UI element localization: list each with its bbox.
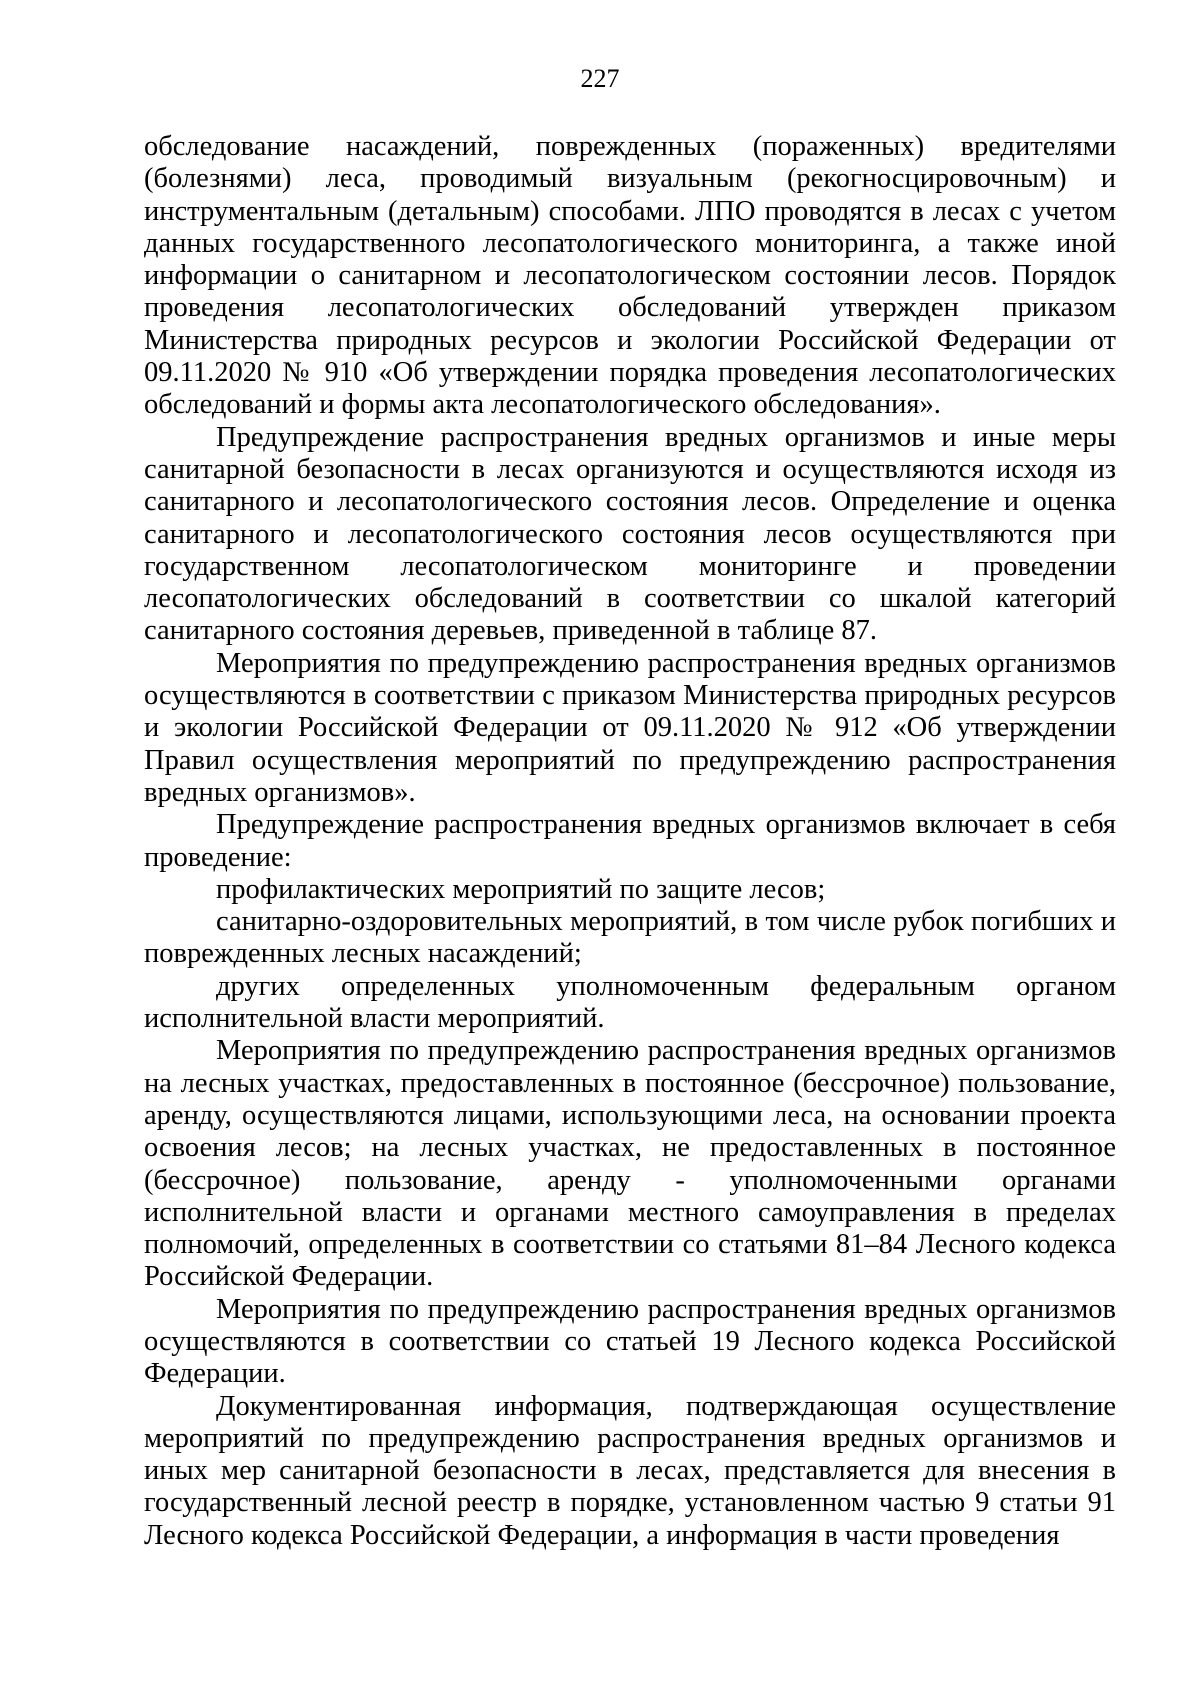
paragraph-5: Мероприятия по предупреждению распространения вредных организмов на лесных участках, предоставленных в постоянное (бессрочное) пользование, аренду, осуществляются лицами, использующими леса, на основании проекта освоения лесов; на лесных участках, не предоставленных в постоянное (бессрочное) пользование, аренду - уполномоченными органами исполнительной власти и органами местного самоуправления в пределах полномочий, определенных в соответствии со статьями 81–84 Лесного кодекса Российской Федерации. xyxy=(144,1035,1116,1293)
list-item-3: других определенных уполномоченным федеральным органом исполнительной власти мероприятий. xyxy=(144,970,1116,1035)
list-item-1: профилактических мероприятий по защите лесов; xyxy=(216,873,826,905)
document-body xyxy=(144,131,1116,1552)
paragraph-1: обследование насаждений, поврежденных (пораженных) вредителями (болезнями) леса, проводимый визуальным (рекогносцировочным) и инструментальным (детальным) способами. ЛПО проводятся в лесах с учетом данных государственного лесопатологического мониторинга, а также иной информации о санитарном и лесопатологическом состоянии лесов. Порядок проведения лесопатологических обследований утвержден приказом Министерства природных ресурсов и экологии Российской Федерации от 09.11.2020 № 910 «Об утверждении порядка проведения лесопатологических обследований и формы акта лесопатологического обследования». xyxy=(144,131,1116,421)
paragraph-2: Предупреждение распространения вредных организмов и иные меры санитарной безопасности в лесах организуются и осуществляются исходя из санитарного и лесопатологического состояния лесов. Определение и оценка санитарного и лесопатологического состояния лесов осуществляются при государственном лесопатологическом мониторинге и проведении лесопатологических обследований в соответствии со шкалой категорий санитарного состояния деревьев, приведенной в таблице 87. xyxy=(144,421,1116,647)
page-number: 227 xyxy=(580,64,620,93)
paragraph-6: Мероприятия по предупреждению распространения вредных организмов осуществляются в соответствии со статьей 19 Лесного кодекса Российской Федерации. xyxy=(144,1293,1116,1390)
list-item-2: санитарно-оздоровительных мероприятий, в том числе рубок погибших и поврежденных лесных насаждений; xyxy=(144,906,1116,970)
paragraph-3: Мероприятия по предупреждению распространения вредных организмов осуществляются в соответствии с приказом Министерства природных ресурсов и экологии Российской Федерации от 09.11.2020 № 912 «Об утверждении Правил осуществления мероприятий по предупреждению распространения вредных организмов». xyxy=(144,647,1116,808)
paragraph-4: Предупреждение распространения вредных организмов включает в себя проведение: xyxy=(144,809,1116,873)
paragraph-7: Документированная информация, подтверждающая осуществление мероприятий по предупреждению распространения вредных организмов и иных мер санитарной безопасности в лесах, представляется для внесения в государственный лесной реестр в порядке, установленном частью 9 статьи 91 Лесного кодекса Российской Федерации, а информация в части проведения xyxy=(144,1390,1116,1551)
